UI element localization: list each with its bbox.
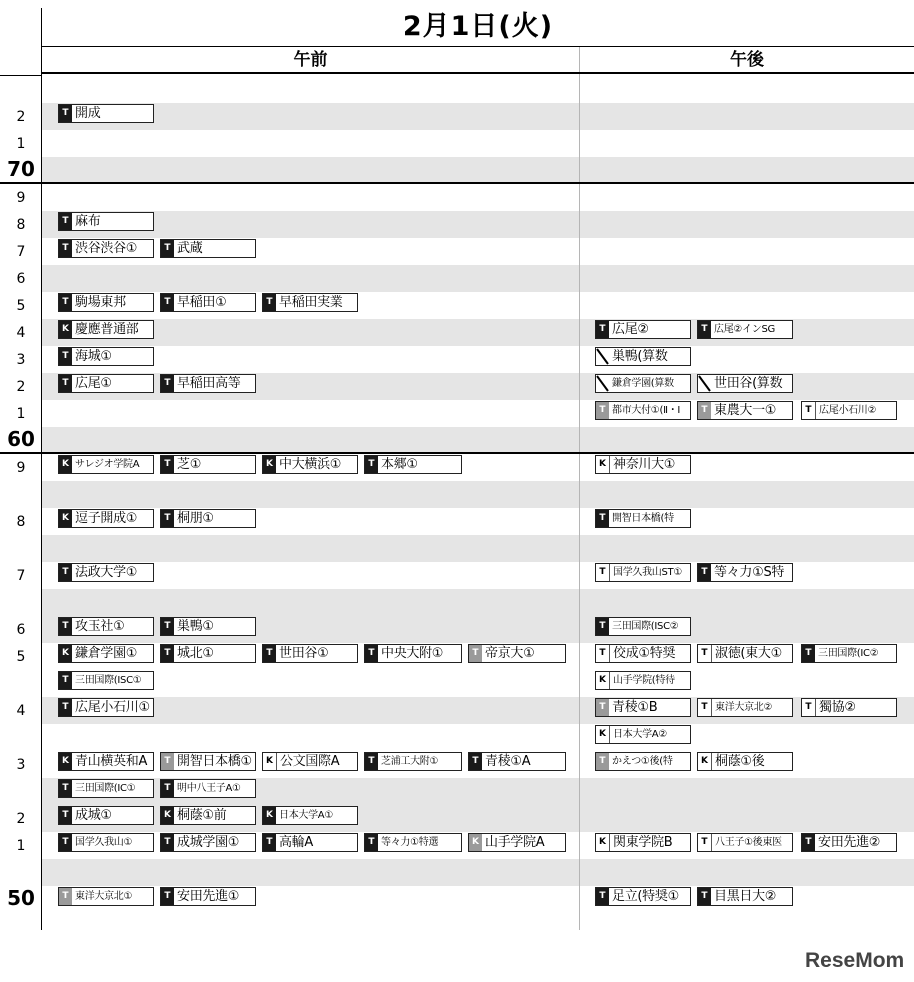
exam-type-badge: T [802, 645, 815, 662]
school-entry[interactable] [697, 833, 793, 852]
school-name: 桐朋① [177, 511, 214, 526]
row-label: 9 [16, 460, 26, 476]
school-name: 本郷① [381, 457, 418, 472]
exam-type-badge: K [698, 753, 712, 770]
school-entry[interactable] [595, 725, 691, 744]
school-entry[interactable] [595, 374, 691, 393]
exam-type-badge: T [365, 645, 378, 662]
school-entry[interactable] [595, 347, 691, 366]
slash-icon [698, 375, 711, 392]
row-label: 9 [16, 190, 26, 206]
school-name: 三田国際(ISC② [612, 621, 679, 632]
row-label: 8 [16, 217, 26, 233]
title-underline [42, 46, 914, 47]
row-label: 50 [7, 886, 35, 910]
school-name: 早稲田実業 [279, 295, 343, 310]
exam-type-badge: T [59, 294, 72, 311]
school-entry[interactable] [697, 401, 793, 420]
exam-type-badge: T [59, 213, 72, 230]
school-name: 東洋大京北① [75, 891, 133, 902]
row-band [42, 103, 914, 130]
school-name: 海城① [75, 349, 112, 364]
school-name: 中央大附① [381, 646, 444, 661]
school-name: 帝京大① [485, 646, 535, 661]
row-band [42, 481, 914, 508]
school-name: 都市大付①(Ⅱ・Ⅰ [612, 405, 681, 416]
exam-type-badge: T [596, 645, 610, 662]
exam-type-badge: T [161, 834, 174, 851]
exam-type-badge: K [59, 456, 72, 473]
exam-type-badge: T [161, 456, 174, 473]
row-label: 3 [16, 757, 26, 773]
school-name: 開智日本橋(特 [612, 513, 674, 524]
school-entry[interactable] [468, 644, 566, 663]
row-label: 5 [16, 649, 26, 665]
school-entry[interactable] [595, 617, 691, 636]
school-entry[interactable] [595, 698, 691, 717]
exam-type-badge: T [263, 645, 276, 662]
school-name: 広尾① [75, 376, 112, 391]
school-name: 青山横英和A [75, 754, 148, 769]
school-entry[interactable] [58, 833, 154, 852]
school-entry[interactable] [595, 563, 691, 582]
school-entry[interactable] [58, 293, 154, 312]
school-name: 国学久我山① [75, 837, 133, 848]
school-entry[interactable] [595, 320, 691, 339]
page-title: 2月1日(火) [402, 11, 554, 42]
school-name: 青稜①A [485, 754, 531, 769]
row-label: 5 [16, 298, 26, 314]
exam-type-badge: T [802, 699, 816, 716]
school-name: 八王子①後東医 [715, 837, 782, 848]
school-entry[interactable] [58, 644, 154, 663]
exam-type-badge: K [596, 726, 610, 743]
school-name: 三田国際(IC② [818, 648, 879, 659]
exam-type-badge: T [59, 105, 72, 122]
school-entry[interactable] [160, 374, 256, 393]
exam-type-badge: K [596, 456, 610, 473]
school-name: 青稜①B [612, 700, 658, 715]
school-name: 明中八王子A① [177, 783, 241, 794]
exam-type-badge: T [59, 618, 72, 635]
school-entry[interactable] [58, 320, 154, 339]
exam-type-badge: T [802, 834, 815, 851]
exam-type-badge: T [698, 834, 712, 851]
school-entry[interactable] [364, 752, 462, 771]
school-name: 山手学院A [485, 835, 545, 850]
school-entry[interactable] [595, 509, 691, 528]
am-header: 午前 [293, 50, 328, 70]
school-entry[interactable] [58, 887, 154, 906]
exam-type-badge: T [596, 888, 609, 905]
school-name: 東農大一① [714, 403, 777, 418]
row-label: 7 [16, 568, 26, 584]
school-name: 法政大学① [75, 565, 138, 580]
row-label: 1 [16, 136, 26, 152]
school-name: 城北① [177, 646, 214, 661]
school-name: 鎌倉学園① [75, 646, 138, 661]
school-name: 足立(特奨① [612, 889, 679, 904]
divider-70 [0, 182, 914, 184]
exam-type-badge: T [596, 753, 609, 770]
label-header-line [0, 75, 42, 76]
exam-type-badge: K [263, 807, 276, 824]
school-entry[interactable] [160, 617, 256, 636]
exam-type-badge: K [59, 510, 72, 527]
exam-type-badge: K [59, 321, 72, 338]
row-label: 1 [16, 838, 26, 854]
exam-type-badge: T [263, 294, 276, 311]
school-entry[interactable] [595, 887, 691, 906]
school-entry[interactable] [262, 806, 358, 825]
school-name: 目黒日大② [714, 889, 777, 904]
school-name: 芝浦工大附① [381, 756, 439, 767]
school-entry[interactable] [697, 563, 793, 582]
pm-header: 午後 [730, 50, 764, 70]
exam-type-badge: K [596, 672, 610, 689]
school-name: 桐蔭①前 [177, 808, 227, 823]
exam-type-badge: T [59, 699, 72, 716]
school-entry[interactable] [58, 806, 154, 825]
school-entry[interactable] [697, 698, 793, 717]
school-entry[interactable] [160, 779, 256, 798]
school-name: 芝① [177, 457, 202, 472]
exam-type-badge: T [59, 240, 72, 257]
school-name: 広尾② [612, 322, 649, 337]
row-label: 2 [16, 379, 26, 395]
school-name: 巣鴨(算数 [612, 349, 668, 364]
school-entry[interactable] [58, 455, 154, 474]
school-entry[interactable] [58, 563, 154, 582]
exam-type-badge: T [59, 375, 72, 392]
row-band [42, 265, 914, 292]
exam-type-badge: T [59, 348, 72, 365]
school-name: 国学久我山ST① [613, 567, 683, 578]
school-entry[interactable] [58, 509, 154, 528]
school-name: 神奈川大① [613, 457, 676, 472]
school-name: 早稲田① [177, 295, 227, 310]
school-entry[interactable] [595, 833, 691, 852]
exam-type-badge: K [596, 834, 610, 851]
exam-type-badge: K [59, 645, 72, 662]
exam-type-badge: T [161, 888, 174, 905]
exam-type-badge: T [698, 645, 712, 662]
row-label: 8 [16, 514, 26, 530]
exam-type-badge: K [469, 834, 482, 851]
school-name: 成城学園① [177, 835, 240, 850]
exam-type-badge: T [59, 807, 72, 824]
school-name: 開成 [75, 106, 101, 121]
school-entry[interactable] [58, 239, 154, 258]
exam-type-badge: T [59, 780, 72, 797]
school-entry[interactable] [468, 833, 566, 852]
school-name: 等々力①S特 [714, 565, 785, 580]
school-entry[interactable] [58, 617, 154, 636]
school-entry[interactable] [58, 779, 154, 798]
row-label: 6 [16, 271, 26, 287]
header-underline [42, 72, 914, 74]
school-entry[interactable] [595, 401, 691, 420]
exam-type-badge: T [59, 888, 72, 905]
exam-type-badge: T [161, 375, 174, 392]
school-name: 三田国際(ISC① [75, 675, 142, 686]
school-name: 公文国際A [280, 754, 340, 769]
school-name: 広尾小石川② [819, 405, 877, 416]
exam-type-badge: T [698, 699, 712, 716]
row-label: 7 [16, 244, 26, 260]
school-name: 世田谷① [279, 646, 329, 661]
school-entry[interactable] [697, 644, 793, 663]
school-name: 駒場東邦 [75, 295, 126, 310]
row-band [42, 535, 914, 562]
row-band [42, 211, 914, 238]
school-entry[interactable] [58, 374, 154, 393]
school-entry[interactable] [160, 806, 256, 825]
school-name: 三田国際(IC① [75, 783, 136, 794]
school-name: 日本大学A② [613, 729, 668, 740]
school-entry[interactable] [58, 752, 154, 771]
school-name: 慶應普通部 [75, 322, 139, 337]
school-entry[interactable] [364, 455, 462, 474]
school-entry[interactable] [160, 293, 256, 312]
school-name: 渋谷渋谷① [75, 241, 138, 256]
school-name: 安田先進② [818, 835, 881, 850]
school-name: 開智日本橋① [177, 754, 252, 769]
exam-type-badge: T [698, 402, 711, 419]
school-name: 広尾小石川① [75, 700, 150, 715]
exam-type-badge: T [59, 564, 72, 581]
exam-type-badge: K [263, 456, 276, 473]
school-name: 攻玉社① [75, 619, 125, 634]
school-name: 逗子開成① [75, 511, 138, 526]
school-name: 巣鴨① [177, 619, 214, 634]
row-label: 1 [16, 406, 26, 422]
school-name: 等々力①特選 [381, 837, 439, 848]
exam-type-badge: T [596, 510, 609, 527]
resemom-logo: ReseMom [805, 949, 905, 972]
school-entry[interactable] [262, 293, 358, 312]
school-entry[interactable] [160, 644, 256, 663]
school-name: かえつ①後(特 [612, 756, 673, 767]
school-entry[interactable] [58, 212, 154, 231]
school-entry[interactable] [801, 401, 897, 420]
school-entry[interactable] [160, 887, 256, 906]
exam-type-badge: T [365, 456, 378, 473]
school-name: 麻布 [75, 214, 101, 229]
row-label: 2 [16, 811, 26, 827]
school-name: 淑徳(東大① [715, 646, 782, 661]
school-entry[interactable] [697, 752, 793, 771]
exam-type-badge: T [698, 564, 711, 581]
slash-icon [596, 375, 609, 392]
school-entry[interactable] [801, 644, 897, 663]
exam-type-badge: T [161, 510, 174, 527]
slash-icon [596, 348, 609, 365]
row-label: 4 [16, 703, 26, 719]
row-label: 6 [16, 622, 26, 638]
exam-type-badge: T [469, 753, 482, 770]
row-band [42, 427, 914, 454]
school-name: 山手学院(特待 [613, 675, 675, 686]
exam-type-badge: T [596, 618, 609, 635]
exam-type-badge: T [161, 240, 174, 257]
school-entry[interactable] [160, 239, 256, 258]
exam-type-badge: T [161, 618, 174, 635]
school-entry[interactable] [595, 671, 691, 690]
row-band [42, 859, 914, 886]
school-entry[interactable] [364, 833, 462, 852]
exam-type-badge: K [59, 753, 72, 770]
row-label: 60 [7, 427, 35, 451]
school-entry[interactable] [595, 752, 691, 771]
school-name: 武蔵 [177, 241, 203, 256]
exam-type-badge: T [596, 321, 609, 338]
school-name: 桐蔭①後 [715, 754, 765, 769]
exam-type-badge: T [469, 645, 482, 662]
exam-type-badge: T [59, 672, 72, 689]
school-entry[interactable] [697, 320, 793, 339]
school-entry[interactable] [468, 752, 566, 771]
row-label: 2 [16, 109, 26, 125]
school-name: 獨協② [819, 700, 856, 715]
exam-type-badge: K [161, 807, 174, 824]
school-name: 鎌倉学園(算数 [612, 378, 674, 389]
school-entry[interactable] [364, 644, 462, 663]
row-label: 3 [16, 352, 26, 368]
school-entry[interactable] [160, 455, 256, 474]
school-name: 世田谷(算数 [714, 376, 783, 391]
school-entry[interactable] [262, 752, 358, 771]
school-entry[interactable] [801, 833, 897, 852]
exam-type-badge: T [161, 780, 174, 797]
school-entry[interactable] [595, 455, 691, 474]
exam-type-badge: T [698, 888, 711, 905]
exam-type-badge: T [161, 645, 174, 662]
exam-type-badge: K [263, 753, 277, 770]
exam-type-badge: T [596, 564, 610, 581]
row-label: 70 [7, 157, 35, 181]
school-entry[interactable] [58, 671, 154, 690]
exam-type-badge: T [802, 402, 816, 419]
school-name: 成城① [75, 808, 112, 823]
exam-type-badge: T [596, 402, 609, 419]
row-band [42, 157, 914, 184]
exam-type-badge: T [161, 294, 174, 311]
school-entry[interactable] [262, 455, 358, 474]
school-entry[interactable] [262, 644, 358, 663]
school-name: サレジオ学院A [75, 459, 140, 470]
school-name: 高輪A [279, 835, 313, 850]
school-name: 安田先進① [177, 889, 240, 904]
school-name: 早稲田高等 [177, 376, 241, 391]
exam-type-badge: T [698, 321, 711, 338]
school-name: 関東学院B [613, 835, 673, 850]
school-entry[interactable] [697, 374, 793, 393]
row-label: 4 [16, 325, 26, 341]
school-entry[interactable] [160, 509, 256, 528]
school-name: 日本大学A① [279, 810, 334, 821]
school-entry[interactable] [595, 644, 691, 663]
school-entry[interactable] [58, 698, 154, 717]
school-entry[interactable] [160, 752, 256, 771]
exam-type-badge: T [365, 753, 378, 770]
school-entry[interactable] [801, 698, 897, 717]
school-name: 佼成①特奨 [613, 646, 676, 661]
school-entry[interactable] [160, 833, 256, 852]
school-name: 中大横浜① [279, 457, 342, 472]
exam-type-badge: T [263, 834, 276, 851]
school-name: 東洋大京北② [715, 702, 773, 713]
school-entry[interactable] [697, 887, 793, 906]
row-band [42, 589, 914, 616]
exam-type-badge: T [161, 753, 174, 770]
school-entry[interactable] [58, 104, 154, 123]
exam-type-badge: T [365, 834, 378, 851]
school-entry[interactable] [58, 347, 154, 366]
divider-60 [0, 452, 914, 454]
exam-type-badge: T [596, 699, 609, 716]
school-entry[interactable] [262, 833, 358, 852]
am-pm-divider [579, 46, 580, 930]
exam-type-badge: T [59, 834, 72, 851]
school-name: 広尾②インSG [714, 324, 775, 335]
